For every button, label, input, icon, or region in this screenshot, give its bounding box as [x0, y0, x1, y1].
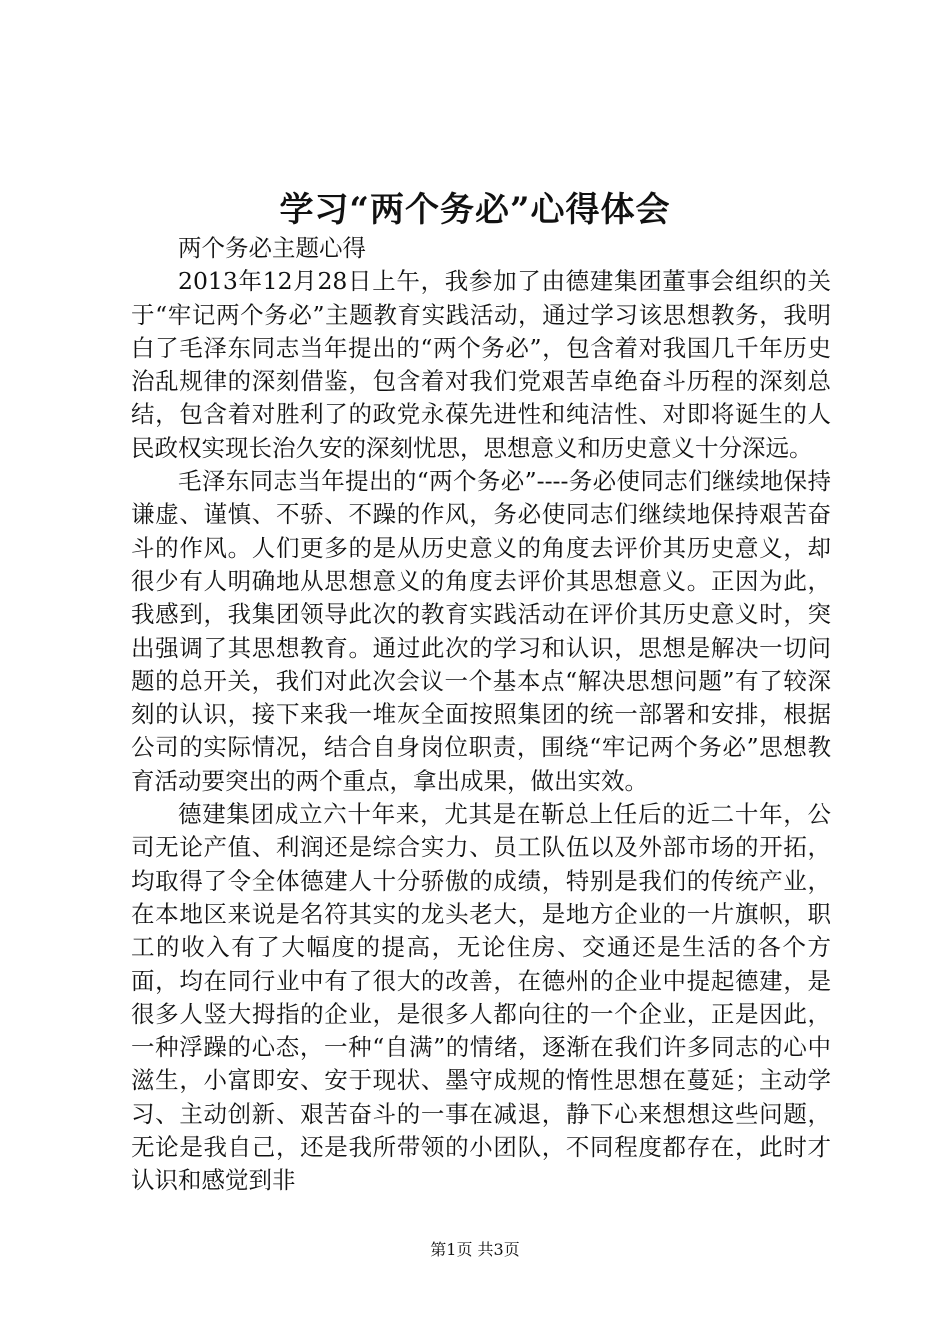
paragraph: 2013年12月28日上午，我参加了由德建集团董事会组织的关于“牢记两个务必”主题教育实践活动，通过学习该思想教务，我明白了毛泽东同志当年提出的“两个务必”，包含着对我国几千年历史治乱规律的深刻借鉴，包含着对我们党艰苦卓绝奋斗历程的深刻总结，包含着对胜利了的政党永葆先进性和纯洁性、对即将诞生的人民政权实现长治久安的深刻忧思，思想意义和历史意义十分深远。 — [131, 267, 831, 462]
page-footer: 第1页 共3页 — [430, 1240, 520, 1259]
document-title: 学习“两个务必”心得体会 — [279, 190, 671, 230]
paragraph: 德建集团成立六十年来，尤其是在靳总上任后的近二十年，公司无论产值、利润还是综合实力、员工队伍以及外部市场的开拓，均取得了令全体德建人十分骄傲的成绩，特别是我们的传统产业，在本地区来说是名符其实的龙头老大，是地方企业的一片旗帜，职工的收入有了大幅度的提高，无论住房、交通还是生活的各个方面，均在同行业中有了很大的改善，在德州的企业中提起德建，是很多人竖大拇指的企业，是很多人都向往的一个企业，正是因此，一种浮躁的心态，一种“自满”的情绪，逐渐在我们许多同志的心中滋生，小富即安、安于现状、墨守成规的惰性思想在蔓延；主动学习、主动创新、艰苦奋斗的一事在减退，静下心来想想这些问题，无论是我自己，还是我所带领的小团队，不同程度都存在，此时才认识和感觉到非 — [131, 800, 831, 1195]
document-body — [131, 232, 831, 1198]
paragraph: 毛泽东同志当年提出的“两个务必”----务必使同志们继续地保持谦虚、谨慎、不骄、不躁的作风，务必使同志们继续地保持艰苦奋斗的作风。人们更多的是从历史意义的角度去评价其历史意义，却很少有人明确地从思想意义的角度去评价其思想意义。正因为此，我感到，我集团领导此次的教育实践活动在评价其历史意义时，突出强调了其思想教育。通过此次的学习和认识，思想是解决一切问题的总开关，我们对此次会议一个基本点“解决思想问题”有了较深刻的认识，接下来我一堆灰全面按照集团的统一部署和安排，根据公司的实际情况，结合自身岗位职责，围绕“牢记两个务必”思想教育活动要突出的两个重点，拿出成果，做出实效。 — [131, 467, 831, 795]
paragraph-subtitle: 两个务必主题心得 — [178, 234, 366, 262]
